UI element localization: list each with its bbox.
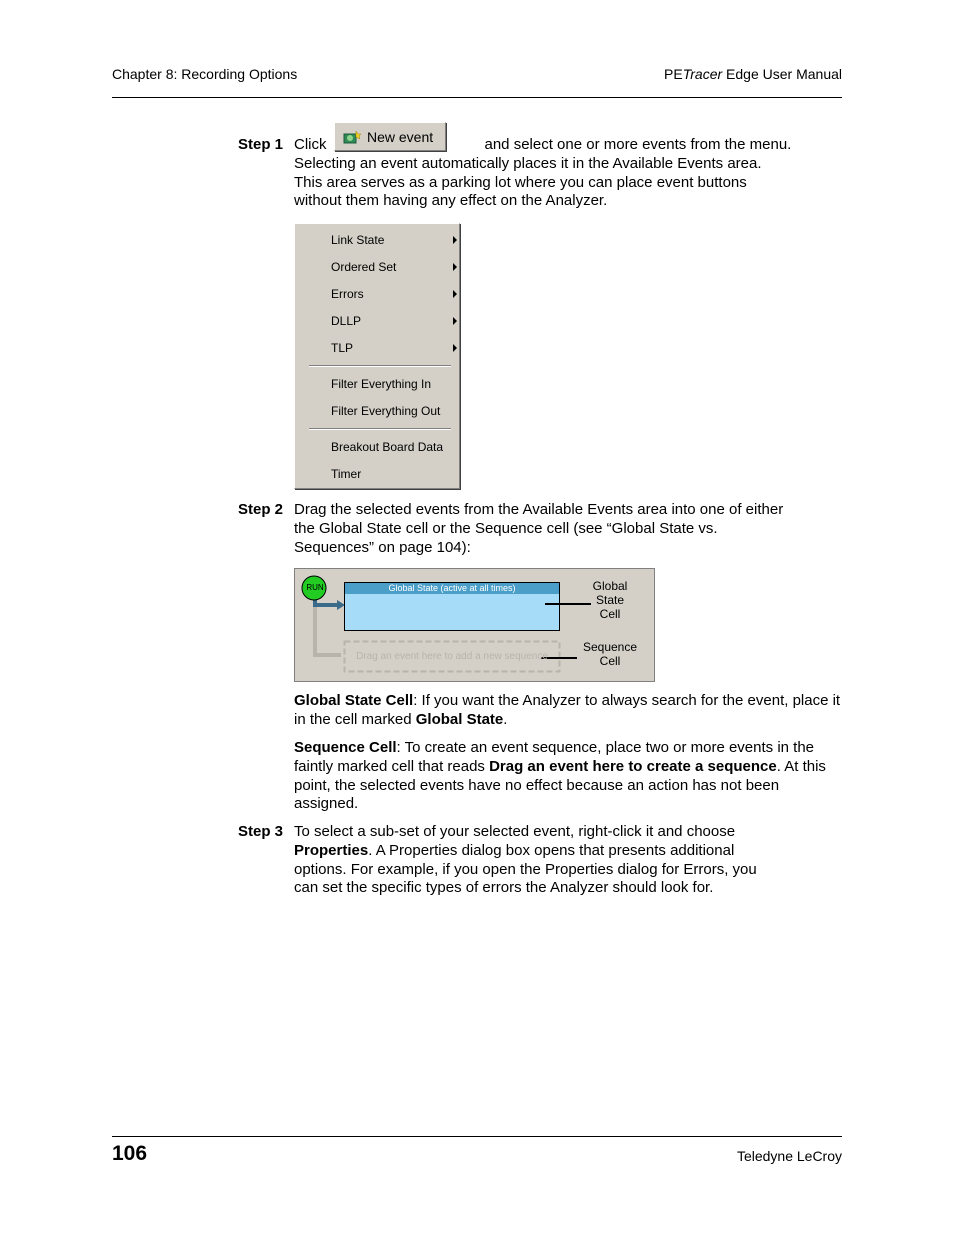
submenu-arrow-icon <box>453 344 457 352</box>
global-label-line2: State <box>595 593 625 607</box>
menu-item-tlp[interactable]: TLP <box>331 341 354 355</box>
global-state-text2: . <box>503 710 508 728</box>
global-state-text1: : If you want the Analyzer to always search for the event, place it in the cell marked <box>294 692 841 728</box>
step1-after-button: and select one or more events from the menu. <box>484 136 792 153</box>
sequence-bold: Drag an event here to create a sequence <box>489 757 777 775</box>
step1-click: Click <box>294 136 327 153</box>
global-label-line1: Global <box>592 579 628 593</box>
submenu-arrow-icon <box>453 263 457 271</box>
menu-item-errors[interactable]: Errors <box>331 287 364 301</box>
global-state-paragraph <box>294 692 842 730</box>
menu-item-link-state[interactable]: Link State <box>331 233 385 247</box>
step1-body: Selecting an event automatically places it in the Available Events area. This area serves as a parking lot where you can place event buttons without them having any effect on the Analyzer. <box>294 154 762 210</box>
sequence-text2: . At this point, the selected events have no effect because an action has not been assigned. <box>294 757 826 813</box>
manual-title-pe: PE <box>664 66 683 82</box>
step2-text: Drag the selected events from the Available Events area into one of either the Global State cell or the Sequence cell (see “Global State vs. Sequences” on page 104): <box>294 501 784 556</box>
manual-title <box>664 66 842 82</box>
step3-bold: Properties <box>294 841 369 859</box>
sequence-placeholder: Drag an event here to add a new sequence <box>356 651 548 662</box>
step3-label: Step 3 <box>238 823 284 840</box>
step2-label: Step 2 <box>238 501 284 518</box>
submenu-arrow-icon <box>453 290 457 298</box>
step3-text <box>294 823 784 898</box>
menu-item-dllp[interactable]: DLLP <box>331 314 362 328</box>
global-state-bold: Global State <box>415 710 504 728</box>
menu-item-filter-everything-in[interactable]: Filter Everything In <box>331 377 432 391</box>
sequence-term: Sequence Cell <box>294 739 397 756</box>
page-number: 106 <box>112 1142 148 1165</box>
arrow-icon <box>337 600 345 610</box>
submenu-arrow-icon <box>453 236 457 244</box>
run-label: RUN <box>306 583 324 592</box>
new-event-icon <box>343 130 361 144</box>
sequence-text1: : To create an event sequence, place two or more events in the faintly marked cell that reads <box>294 739 815 775</box>
sequence-cell-label <box>577 640 643 668</box>
global-label-line3: Cell <box>599 607 621 621</box>
sequence-label-line1: Sequence <box>582 640 638 654</box>
header-rule <box>112 97 842 98</box>
global-state-cell-label <box>585 579 635 621</box>
menu-item-breakout-board-data[interactable]: Breakout Board Data <box>331 440 444 454</box>
sequence-label-line2: Cell <box>599 654 621 668</box>
menu-separator <box>309 365 451 367</box>
global-connector <box>315 599 337 605</box>
global-state-title: Global State (active at all times) <box>388 583 516 593</box>
event-menu <box>294 223 460 489</box>
manual-title-tracer: Tracer <box>682 66 723 82</box>
step3-text2: . A Properties dialog box opens that presents additional options. For example, if you open the Properties dialog for Errors, you can set the specific types of errors the Analyzer should look for. <box>294 841 757 897</box>
menu-item-ordered-set[interactable]: Ordered Set <box>331 260 397 274</box>
footer-rule <box>112 1136 842 1137</box>
new-event-button[interactable] <box>334 122 446 151</box>
company-name: Teledyne LeCroy <box>736 1148 842 1164</box>
new-event-button-label: New event <box>367 128 434 145</box>
menu-item-filter-everything-out[interactable]: Filter Everything Out <box>331 404 441 418</box>
menu-item-timer[interactable]: Timer <box>331 467 362 481</box>
manual-title-rest: Edge User Manual <box>722 66 842 82</box>
step1-label: Step 1 <box>238 136 284 153</box>
chapter-title: Chapter 8: Recording Options <box>112 66 298 82</box>
global-state-sequence-diagram <box>294 568 655 682</box>
step3-text1: To select a sub-set of your selected event, right-click it and choose <box>294 823 736 840</box>
menu-separator <box>309 428 451 430</box>
submenu-arrow-icon <box>453 317 457 325</box>
sequence-paragraph <box>294 739 842 814</box>
global-state-term: Global State Cell <box>294 692 414 709</box>
